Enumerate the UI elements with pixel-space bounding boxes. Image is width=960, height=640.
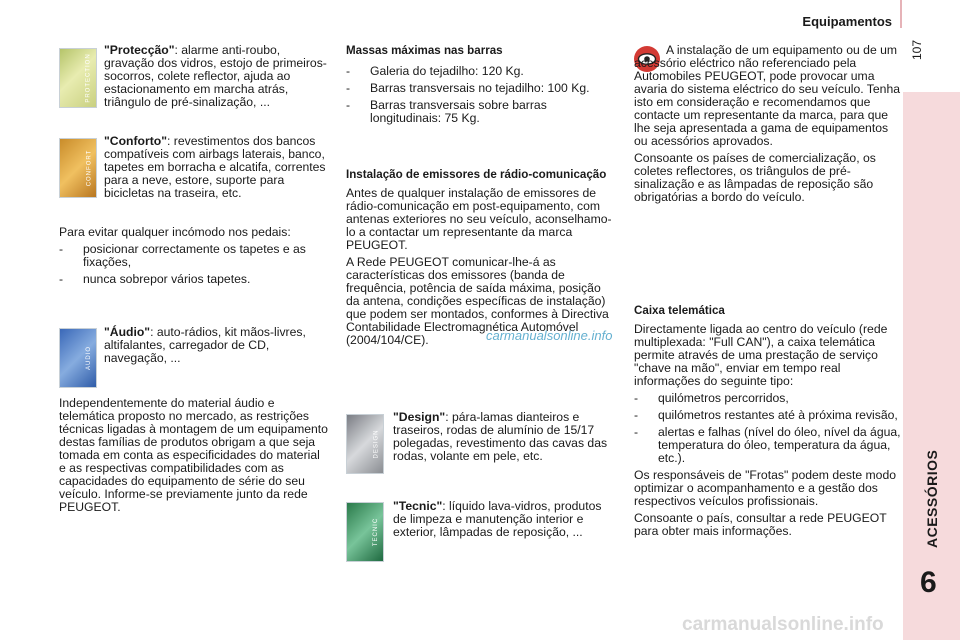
header-rule xyxy=(900,0,902,28)
list-item-text: nunca sobrepor vários tapetes. xyxy=(83,272,251,286)
protection-thumbnail xyxy=(59,48,97,108)
list-item: - Barras transversais no tejadilho: 100 Kg. xyxy=(346,81,590,95)
list-item-text: quilómetros restantes até à próxima revisão, xyxy=(658,408,898,422)
protection-text xyxy=(104,44,328,109)
tecnic-text xyxy=(393,500,609,539)
warning-paragraph-1: A instalação de um equipamento ou de um acessório eléctrico não referenciado pela Automobiles PEUGEOT, pode provocar uma avaria do sistema eléctrico do seu veículo. Tenha isto em consideração e recomendamos que contacte um representante da marca, para que lhe seja apresentada a gama de equipamentos ou acessórios aprovados. xyxy=(634,43,901,148)
audio-description: : auto-rádios, kit mãos-livres, altifalantes, carregador de CD, navegação, ... xyxy=(104,325,306,365)
page-number: 107 xyxy=(910,39,924,60)
list-item: - alertas e falhas (nível do óleo, nível da água, temperatura do óleo, temperatura da água, etc.). xyxy=(634,425,901,465)
thumbnail-label: TECNIC xyxy=(373,517,379,547)
independent-paragraph: Independentemente do material áudio e telemática proposto no mercado, as restrições técnicas ligadas à montagem de um equipamento destas famílias de produtos obrigam a que seja tomada em conta as especificidades do material e as respectivas compatibilidades com as capacidades do equipamento de série do seu veículo. Informe-se previamente junto da rede PEUGEOT. xyxy=(59,396,328,514)
chapter-label: ACESSÓRIOS xyxy=(924,449,940,548)
audio-heading: "Áudio" xyxy=(104,325,151,339)
telematics-heading: Caixa telemática xyxy=(634,304,725,317)
comfort-text xyxy=(104,135,328,200)
comfort-thumbnail xyxy=(59,138,97,198)
radio-paragraph-1: Antes de qualquer instalação de emissores de rádio-comunicação em post-equipamento, com antenas exteriores no seu veículo, aconselhamo-lo a contactar um representante da marca PEUGEOT. xyxy=(346,186,612,252)
section-title: Equipamentos xyxy=(802,14,892,29)
thumbnail-label: PROTECTION xyxy=(86,53,92,103)
list-item-text: quilómetros percorridos, xyxy=(658,391,789,405)
list-item: - quilómetros percorridos, xyxy=(634,391,789,405)
list-item-text: Barras transversais no tejadilho: 100 Kg. xyxy=(370,81,590,95)
telematics-paragraph-1: Directamente ligada ao centro do veículo (rede multiplexada: "Full CAN"), a caixa telemática permite através de uma prestação de serviço "chave na mão", enviar em tempo real informações do seguinte tipo: xyxy=(634,322,888,388)
thumbnail-label: CONFORT xyxy=(86,149,92,187)
telematics-section xyxy=(634,304,902,542)
pedals-advice xyxy=(59,226,309,290)
design-heading: "Design" xyxy=(393,410,446,424)
footer-watermark: carmanualsonline.info xyxy=(682,614,884,635)
radio-heading: Instalação de emissores de rádio-comunicação xyxy=(346,168,607,181)
design-text xyxy=(393,411,609,463)
design-thumbnail xyxy=(346,414,384,474)
audio-text xyxy=(104,326,328,365)
telematics-paragraph-2: Os responsáveis de "Frotas" podem deste modo optimizar o acompanhamento e a gestão dos respectivos veículos profissionais. xyxy=(634,468,897,508)
tecnic-thumbnail xyxy=(346,502,384,562)
warning-paragraph-2: Consoante os países de comercialização, os coletes reflectores, os triângulos de pré-sinalização e as lâmpadas de reposição são obrigatórias a bordo do veículo. xyxy=(634,151,876,204)
pedals-intro: Para evitar qualquer incómodo nos pedais: xyxy=(59,225,291,239)
list-item-text: Galeria do tejadilho: 120 Kg. xyxy=(370,64,524,78)
chapter-sidebar xyxy=(903,92,960,640)
mass-section xyxy=(346,44,606,129)
mass-heading: Massas máximas nas barras xyxy=(346,44,503,57)
radio-paragraph-2: A Rede PEUGEOT comunicar-lhe-á as características dos emissores (banda de frequência, potência de saída máxima, posição da antena, condições específicas de instalação) que podem ser montados, conformes à Directiva Contabilidade Electromagnética Automóvel (2004/104/CE). xyxy=(346,255,609,347)
comfort-heading: "Conforto" xyxy=(104,134,167,148)
warning-text xyxy=(634,44,902,208)
chapter-number: 6 xyxy=(920,566,937,599)
list-item: - posicionar correctamente os tapetes e as fixações, xyxy=(59,242,306,269)
thumbnail-label: DESIGN xyxy=(373,429,380,459)
protection-heading: "Protecção" xyxy=(104,43,175,57)
list-item-text: alertas e falhas (nível do óleo, nível da água, temperatura do óleo, temperatura da água, etc.). xyxy=(658,425,901,465)
list-item: - Barras transversais sobre barras longitudinais: 75 Kg. xyxy=(346,98,547,125)
center-watermark: carmanualsonline.info xyxy=(486,328,613,343)
tecnic-heading: "Tecnic" xyxy=(393,499,443,513)
list-item: - quilómetros restantes até à próxima revisão, xyxy=(634,408,898,422)
radio-section xyxy=(346,168,616,351)
thumbnail-label: AUDIO xyxy=(86,345,93,371)
list-item-text: Barras transversais sobre barras longitudinais: 75 Kg. xyxy=(370,98,547,125)
design-description: : pára-lamas dianteiros e traseiros, rodas de alumínio de 15/17 polegadas, revestimento das cavas das rodas, volante em pele, etc. xyxy=(393,410,608,463)
tecnic-description: : líquido lava-vidros, produtos de limpeza e manutenção interior e exterior, lâmpadas de reposição, ... xyxy=(393,499,602,539)
list-item: - nunca sobrepor vários tapetes. xyxy=(59,272,251,286)
list-item-text: posicionar correctamente os tapetes e as fixações, xyxy=(83,242,306,269)
protection-description: : alarme anti-roubo, gravação dos vidros, estojo de primeiros-socorros, colete reflector, ajuda ao estacionamento em marcha atrás, triângulo de pré-sinalização, ... xyxy=(104,43,327,109)
comfort-description: : revestimentos dos bancos compatíveis com airbags laterais, banco, tapetes em borracha e alcatifa, correntes para a neve, estore, suporte para bicicletas na traseira, etc. xyxy=(104,134,326,200)
list-item: - Galeria do tejadilho: 120 Kg. xyxy=(346,64,524,78)
audio-thumbnail xyxy=(59,328,97,388)
telematics-paragraph-3: Consoante o país, consultar a rede PEUGEOT para obter mais informações. xyxy=(634,511,887,538)
